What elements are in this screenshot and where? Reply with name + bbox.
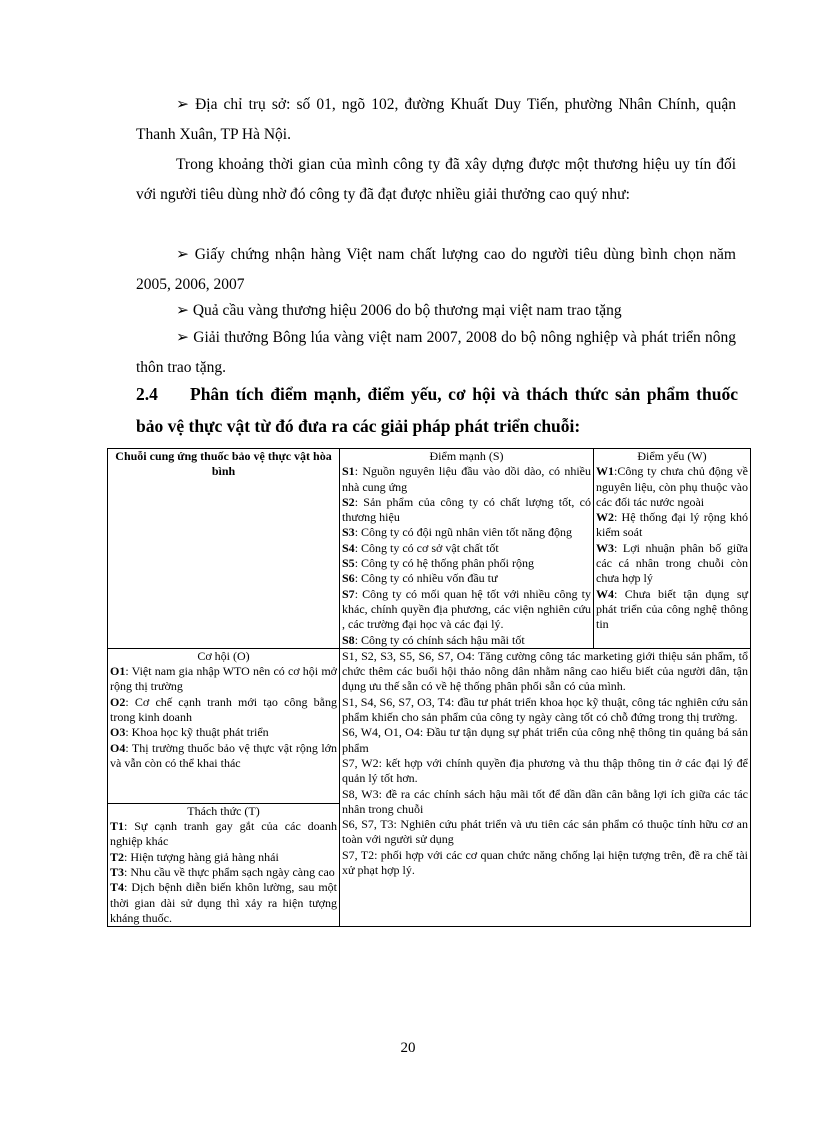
swot-item bbox=[110, 664, 337, 695]
swot-item bbox=[110, 725, 337, 740]
swot-item-text: : Thị trường thuốc bảo vệ thực vật rộng lớn và vẫn còn có thể khai thác bbox=[110, 740, 337, 770]
weaknesses-cell bbox=[594, 449, 751, 649]
swot-item-code: S5 bbox=[342, 556, 355, 571]
threats-cell bbox=[108, 803, 340, 926]
swot-item bbox=[110, 695, 337, 726]
swot-item-text: : Khoa học kỹ thuật phát triển bbox=[125, 725, 269, 740]
swot-item bbox=[342, 464, 591, 495]
swot-item-code: W1 bbox=[596, 464, 614, 479]
strengths-header: Điểm mạnh (S) bbox=[429, 449, 504, 463]
swot-item-text: : Hiện tượng hàng giả hàng nhái bbox=[124, 849, 279, 864]
strategy-item: S8, W3: đề ra các chính sách hậu mãi tốt để dần dần cân bằng lợi ích giữa các tác nhân trong chuỗi bbox=[342, 786, 748, 816]
opportunities-row bbox=[108, 648, 751, 803]
swot-item-text: : Cơ chế cạnh tranh mới tạo công bằng trong kinh doanh bbox=[110, 694, 337, 725]
strategy-item: S6, W4, O1, O4: Đầu tư tận dụng sự phát triển của công nhệ thông tin quảng bá sản phẩm bbox=[342, 725, 748, 755]
swot-item-text: : Chưa biết tận dụng sự phát triển của công nghệ thông tin bbox=[596, 586, 748, 632]
swot-item-text: : Công ty có đội ngũ nhân viên tốt năng động bbox=[354, 525, 572, 540]
swot-item-text: : Công ty có hệ thống phân phối rộng bbox=[354, 556, 535, 571]
section-title: Phân tích điểm mạnh, điểm yếu, cơ hội và thách thức sản phẩm thuốc bảo vệ thực vật từ đó đưa ra các giải pháp phát triển chuỗi: bbox=[136, 384, 738, 436]
strengths-list bbox=[342, 464, 591, 648]
swot-item-text: : Sản phẩm của công ty có chất lượng tốt, có thương hiệu bbox=[342, 494, 591, 525]
swot-item bbox=[596, 510, 748, 541]
table-corner-cell: Chuỗi cung ứng thuốc bảo vệ thực vật hòa bình bbox=[108, 449, 340, 649]
threats-list bbox=[110, 819, 337, 926]
swot-item-code: W3 bbox=[596, 540, 614, 555]
weaknesses-list bbox=[596, 464, 748, 632]
swot-item bbox=[342, 495, 591, 526]
threats-header: Thách thức (T) bbox=[187, 803, 260, 818]
swot-item-text: : Công ty có cơ sở vật chất tốt bbox=[354, 540, 499, 555]
swot-item-text: : Hệ thống đại lý rộng khó kiểm soát bbox=[596, 510, 748, 540]
swot-item-code: S1 bbox=[342, 464, 355, 479]
swot-item-code: S4 bbox=[342, 540, 355, 555]
weaknesses-header: Điểm yếu (W) bbox=[637, 449, 707, 463]
address-paragraph bbox=[136, 90, 736, 150]
swot-item-code: W2 bbox=[596, 510, 614, 525]
strategy-item: S1, S4, S6, S7, O3, T4: đầu tư phát triển khoa học kỹ thuật, công tác nghiên cứu sản phẩm khiến cho sản phẩm của công ty ngày càng tốt có chỗ đứng trong thị trường. bbox=[342, 694, 748, 725]
swot-item-code: S3 bbox=[342, 525, 355, 540]
swot-item bbox=[342, 525, 591, 540]
strategy-item: S6, S7, T3: Nghiên cứu phát triển và ưu tiên các sản phẩm có thuộc tính hữu cơ an toàn với người sử dụng bbox=[342, 817, 748, 847]
swot-item bbox=[342, 571, 591, 586]
swot-item-code: O1 bbox=[110, 664, 126, 679]
opportunities-cell bbox=[108, 648, 340, 803]
swot-item-code: T4 bbox=[110, 880, 125, 895]
address-text: ➢ Địa chỉ trụ sở: số 01, ngõ 102, đường Khuất Duy Tiến, phường Nhân Chính, quận Thanh Xuân, TP Hà Nội. bbox=[136, 96, 736, 143]
award-item-2: ➢ Quả cầu vàng thương hiệu 2006 do bộ thương mại việt nam trao tặng bbox=[176, 302, 622, 319]
swot-item-text: : Việt nam gia nhập WTO nên có cơ hội mở rộng thị trường bbox=[110, 664, 337, 694]
swot-item-text: : Công ty có chính sách hậu mãi tốt bbox=[354, 632, 525, 647]
swot-item bbox=[596, 464, 748, 510]
swot-item bbox=[110, 865, 337, 880]
swot-item bbox=[110, 880, 337, 926]
strategy-item: S1, S2, S3, S5, S6, S7, O4: Tăng cường công tác marketing giới thiệu sản phẩm, tổ chức thêm các buổi hội thảo nông dân nhằm nâng cao hiểu biết của người dân, tận dụng ưu thế sẵn có về hệ thống phân phối sẵn có của mình. bbox=[342, 648, 748, 694]
swot-item bbox=[342, 633, 591, 648]
swot-item bbox=[342, 541, 591, 556]
strategy-item: S7, W2: kết hợp với chính quyền địa phương và thu thập thông tin ở các đại lý để quản lý tốt hơn. bbox=[342, 755, 748, 786]
swot-item-code: S6 bbox=[342, 571, 355, 586]
strategy-item: S7, T2: phối hợp với các cơ quan chức năng chống lại hiện tượng trên, đề ra chế tài xử phạt hợp lý. bbox=[342, 847, 748, 878]
swot-item-code: S2 bbox=[342, 494, 355, 509]
swot-item-text: : Dịch bệnh diễn biến khôn lường, sau một thời gian dài sử dụng thì xảy ra hiện tượng kháng thuốc. bbox=[110, 880, 337, 925]
swot-item bbox=[596, 541, 748, 587]
award-item-3: ➢ Giải thưởng Bông lúa vàng việt nam 2007, 2008 do bộ nông nghiệp và phát triển nông thôn trao tặng. bbox=[136, 329, 736, 376]
swot-item-code: S7 bbox=[342, 586, 355, 601]
award-item-1: ➢ Giấy chứng nhận hàng Việt nam chất lượng cao do người tiêu dùng bình chọn năm 2005, 2006, 2007 bbox=[136, 246, 736, 293]
swot-item-text: : Công ty có mối quan hệ tốt với nhiều công ty khác, chính quyền địa phương, các viện nghiên cứu , các trường đại học và các đại lý. bbox=[342, 586, 591, 632]
swot-item bbox=[110, 850, 337, 865]
opportunities-list bbox=[110, 664, 337, 771]
swot-item bbox=[342, 556, 591, 571]
swot-item-code: S8 bbox=[342, 632, 355, 647]
intro-paragraph: Trong khoảng thời gian của mình công ty đã xây dựng được một thương hiệu uy tín đối với người tiêu dùng nhờ đó công ty đã đạt được nhiều giải thưởng cao quý như: bbox=[136, 156, 736, 203]
strategies-list bbox=[342, 649, 748, 878]
swot-item-code: T3 bbox=[110, 865, 125, 880]
swot-item bbox=[110, 741, 337, 772]
page-number: 20 bbox=[400, 1040, 416, 1056]
swot-item bbox=[596, 587, 748, 633]
swot-header-row bbox=[108, 449, 751, 649]
swot-item-code: O4 bbox=[110, 740, 126, 755]
swot-item-code: O2 bbox=[110, 694, 126, 709]
swot-item-text: : Nhu cầu về thực phẩm sạch ngày càng cao bbox=[124, 865, 335, 880]
swot-item-text: : Nguồn nguyên liệu đầu vào dồi dào, có nhiều nhà cung ứng bbox=[342, 464, 591, 494]
swot-item bbox=[342, 587, 591, 633]
strengths-cell bbox=[340, 449, 594, 649]
swot-table bbox=[107, 448, 751, 927]
section-heading bbox=[136, 378, 738, 442]
swot-item-code: W4 bbox=[596, 586, 614, 601]
swot-item-code: O3 bbox=[110, 725, 126, 740]
swot-item-text: : Công ty có nhiều vốn đầu tư bbox=[354, 571, 498, 586]
swot-item-text: : Sự cạnh tranh gay gắt của các doanh nghiệp khác bbox=[110, 819, 337, 849]
swot-item-code: T1 bbox=[110, 819, 125, 834]
strategies-cell bbox=[340, 648, 751, 926]
section-number: 2.4 bbox=[136, 384, 158, 404]
swot-item bbox=[110, 819, 337, 850]
swot-item-code: T2 bbox=[110, 849, 125, 864]
swot-item-text: :Công ty chưa chủ động về nguyên liệu, còn phụ thuộc vào các đối tác nước ngoài bbox=[596, 464, 748, 509]
opportunities-header: Cơ hội (O) bbox=[197, 648, 250, 663]
swot-item-text: : Lợi nhuận phân bố giữa các cá nhân trong chuỗi còn chưa hợp lý bbox=[596, 540, 748, 586]
